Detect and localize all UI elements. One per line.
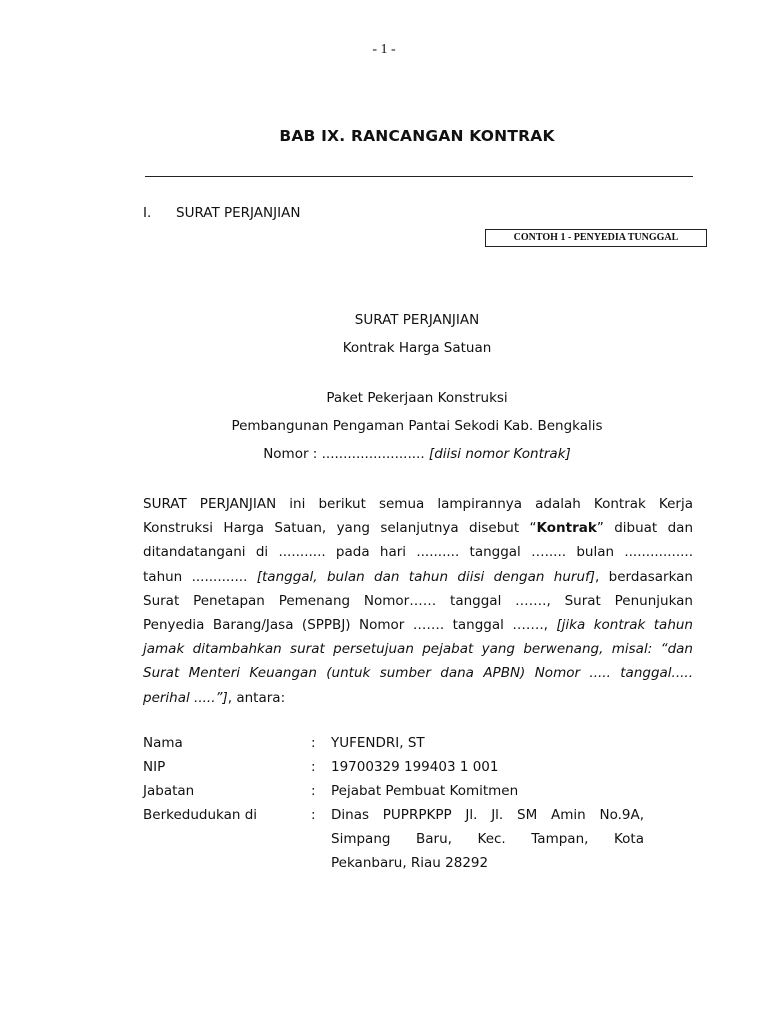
paragraph-line: perihal .....”], antara: (143, 689, 286, 706)
name-colon: : (311, 735, 316, 751)
position-value: Pejabat Pembuat Komitmen (331, 783, 519, 799)
agreement-paragraph (143, 492, 693, 710)
address-line: Dinas PUPRPKPP Jl. Jl. SM Amin No.9A, (331, 807, 644, 823)
domicile-address (331, 803, 644, 875)
contract-number-hint: [diisi nomor Kontrak] (428, 446, 571, 462)
nip-value: 19700329 199403 1 001 (331, 759, 499, 775)
section-number: I. (143, 205, 152, 221)
example-box: CONTOH 1 - PENYEDIA TUNGGAL (485, 229, 707, 247)
address-line: Pekanbaru, Riau 28292 (331, 855, 489, 871)
kontrak-term: Kontrak (536, 520, 597, 537)
contract-number (0, 446, 768, 462)
paragraph-line: SURAT PERJANJIAN ini berikut semua lampirannya adalah Kontrak Kerja (143, 496, 693, 512)
paragraph-line: Surat Penetapan Pemenang Nomor…… tanggal ……., Surat Penunjukan (143, 592, 693, 609)
name-value: YUFENDRI, ST (331, 735, 425, 751)
package-label: Paket Pekerjaan Konstruksi (326, 390, 508, 406)
position-label: Jabatan (143, 783, 195, 799)
agreement-title: SURAT PERJANJIAN (354, 312, 480, 328)
domicile-colon: : (311, 807, 316, 823)
name-label: Nama (143, 735, 183, 751)
paragraph-line: Penyedia Barang/Jasa (SPPBJ) Nomor ……. tanggal ……., [jika kontrak tahun (143, 616, 693, 633)
contract-type: Kontrak Harga Satuan (342, 340, 492, 356)
section-title: SURAT PERJANJIAN (176, 205, 301, 221)
paragraph-line: Surat Menteri Keuangan (untuk sumber dana APBN) Nomor ..... tanggal..... (143, 665, 693, 682)
contract-number-prefix: Nomor : ........................ (263, 446, 429, 462)
nip-colon: : (311, 759, 316, 775)
paragraph-line: jamak ditambahkan surat persetujuan pejabat yang berwenang, misal: “dan (143, 641, 693, 658)
position-colon: : (311, 783, 316, 799)
paragraph-line: Konstruksi Harga Satuan, yang selanjutnya disebut “Kontrak” dibuat dan (143, 520, 693, 537)
chapter-title: BAB IX. RANCANGAN KONTRAK (279, 127, 555, 145)
page-number: - 1 - (372, 42, 396, 57)
package-name: Pembangunan Pengaman Pantai Sekodi Kab. Bengkalis (231, 418, 603, 434)
paragraph-line: tahun ............. [tanggal, bulan dan tahun diisi dengan huruf], berdasarkan (143, 568, 693, 585)
domicile-label: Berkedudukan di (143, 807, 258, 823)
paragraph-line: ditandatangani di ........... pada hari .......... tanggal …..... bulan ................ (143, 544, 693, 561)
nip-label: NIP (143, 759, 166, 775)
title-rule (145, 176, 693, 177)
address-line: Simpang Baru, Kec. Tampan, Kota (331, 831, 644, 847)
